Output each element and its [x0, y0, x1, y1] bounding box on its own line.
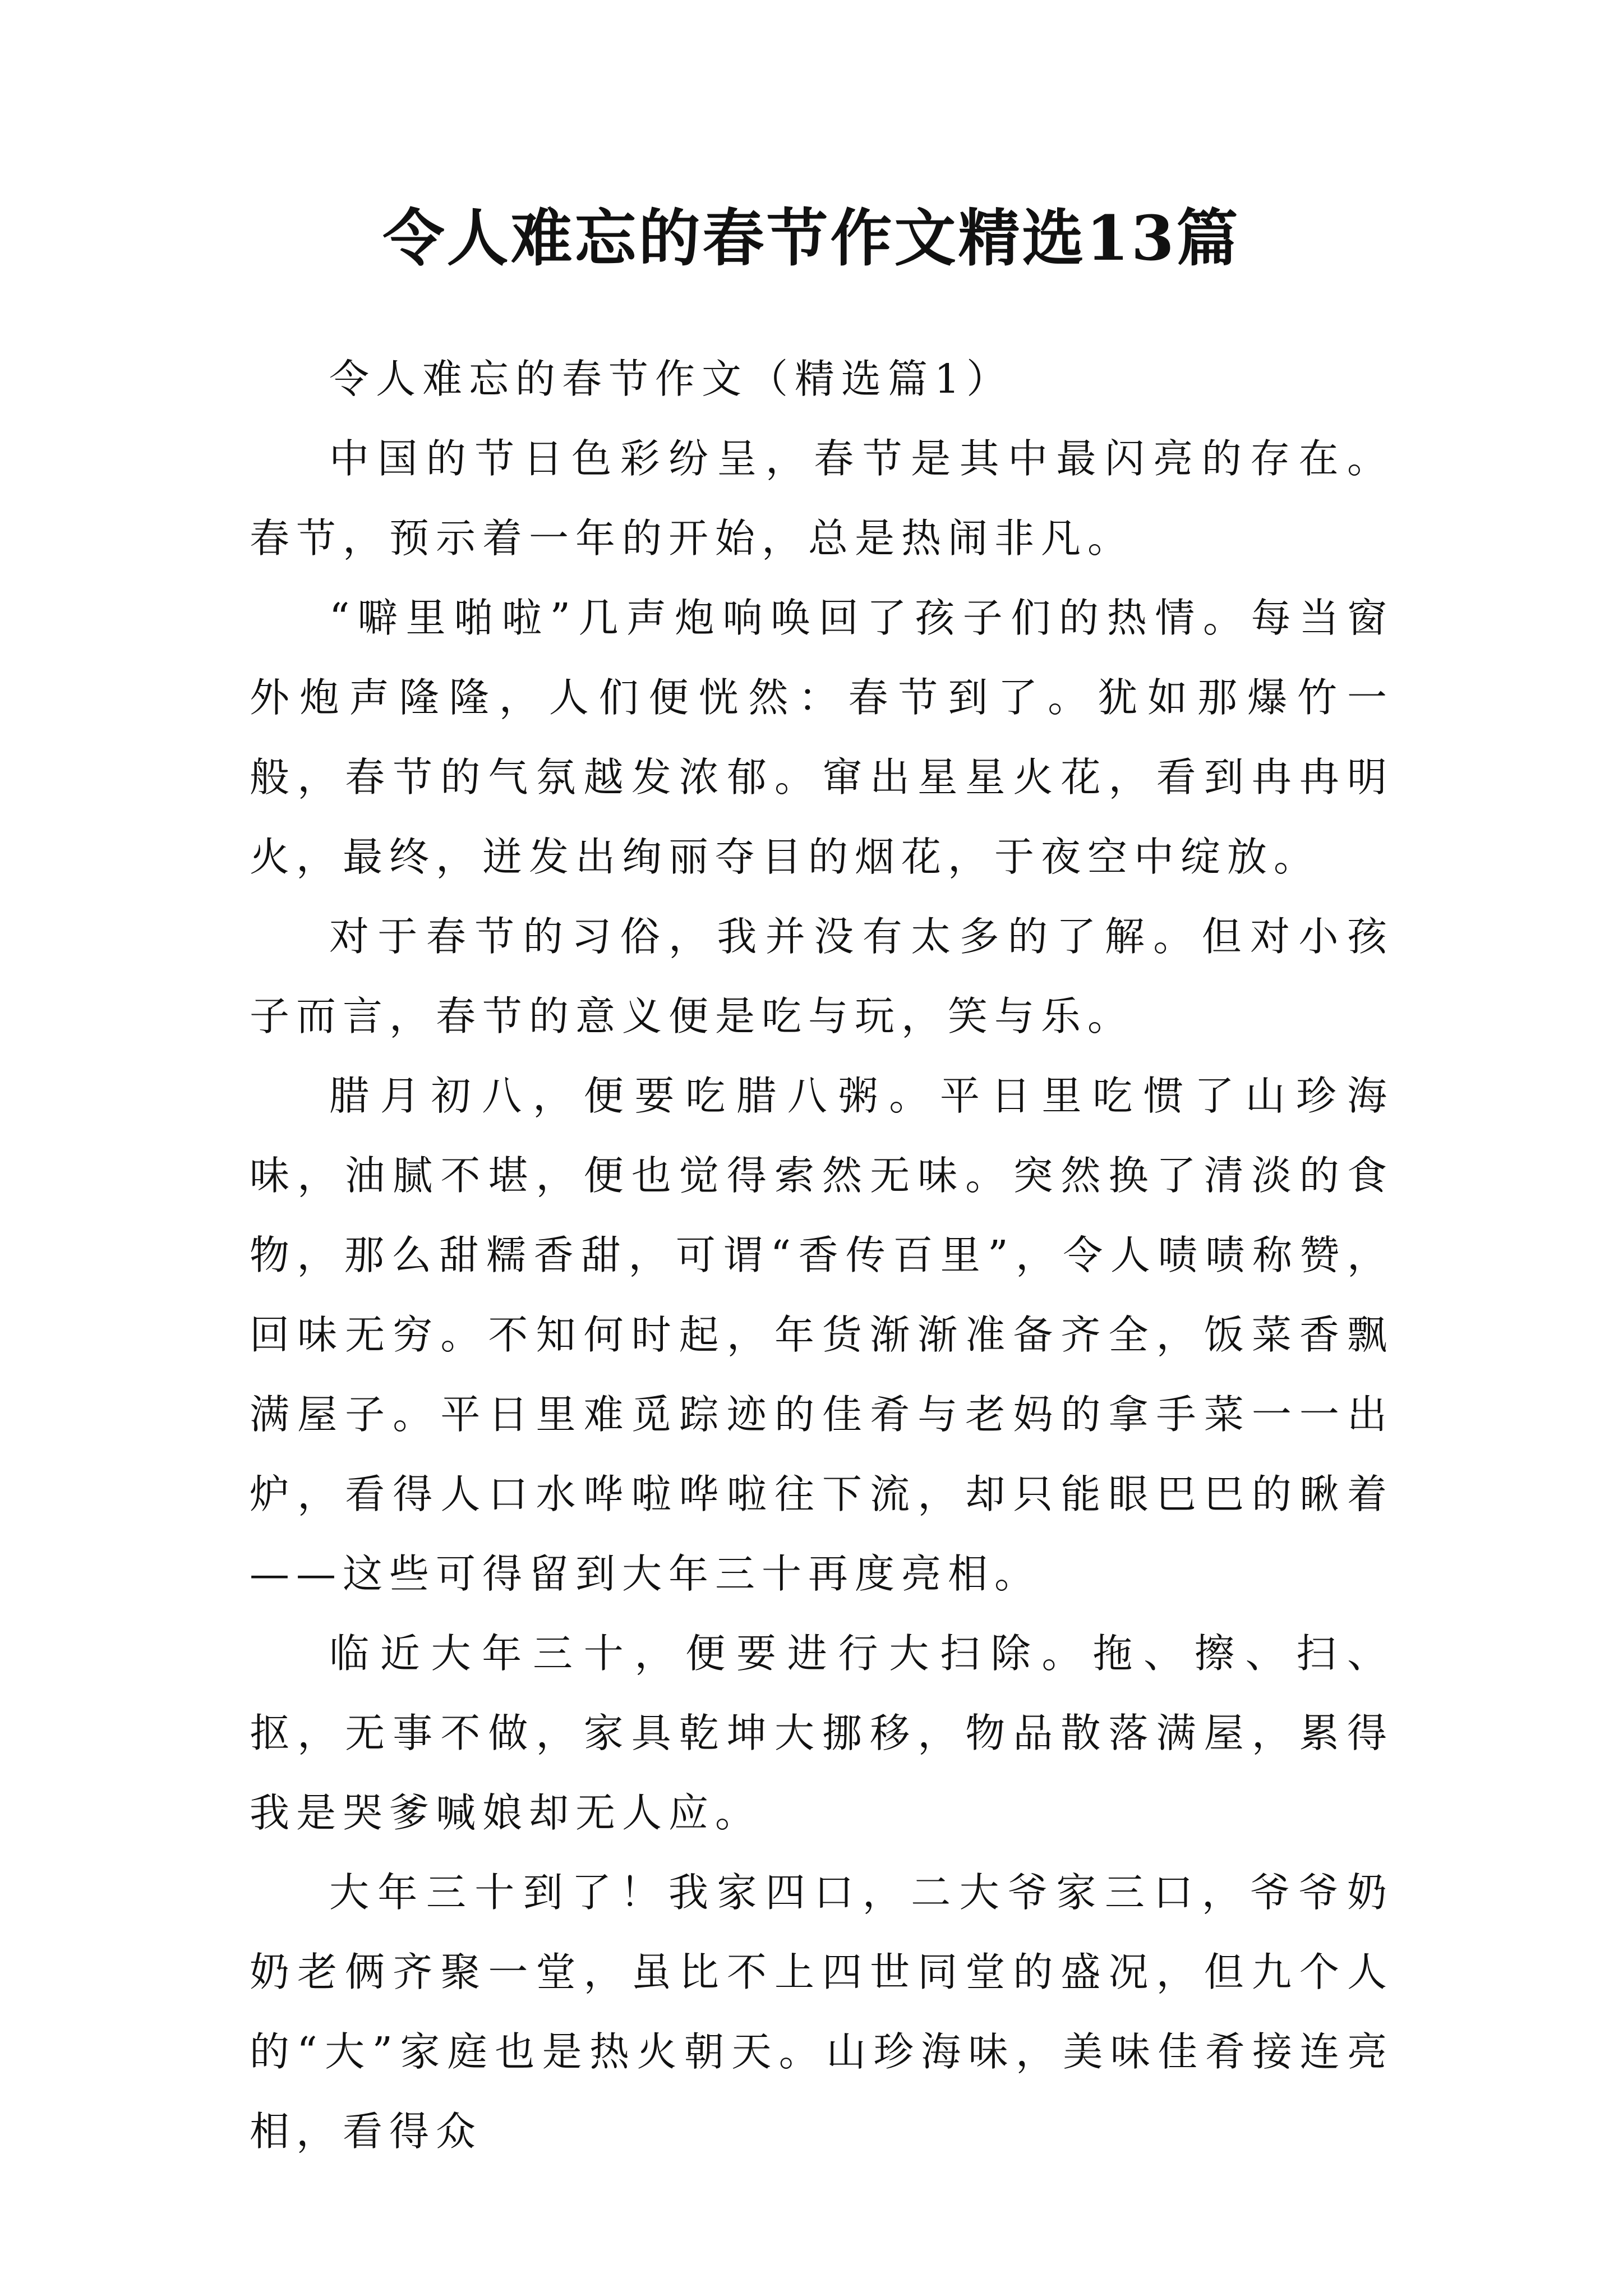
- paragraph: 腊月初八，便要吃腊八粥。平日里吃惯了山珍海味，油腻不堪，便也觉得索然无味。突然换了清淡的食物，那么甜糯香甜，可谓“香传百里”，令人啧啧称赞，回味无穷。不知何时起，年货渐渐准备齐全，饭菜香飘满屋子。平日里难觅踪迹的佳肴与老妈的拿手菜一一出炉，看得人口水哗啦哗啦往下流，却只能眼巴巴的瞅着——这些可得留到大年三十再度亮相。: [250, 1073, 1394, 1597]
- document-title: 令人难忘的春节作文精选13篇: [382, 202, 1241, 274]
- paragraph: 大年三十到了！我家四口，二大爷家三口，爷爷奶奶老俩齐聚一堂，虽比不上四世同堂的盛况，但九个人的“大”家庭也是热火朝天。山珍海味，美味佳肴接连亮相，看得众: [250, 1869, 1394, 2155]
- paragraph: “噼里啪啦”几声炮响唤回了孩子们的热情。每当窗外炮声隆隆，人们便恍然：春节到了。犹如那爆竹一般，春节的气氛越发浓郁。窜出星星火花，看到冉冉明火，最终，迸发出绚丽夺目的烟花，于夜空中绽放。: [250, 595, 1394, 880]
- paragraph: 对于春节的习俗，我并没有太多的了解。但对小孩子而言，春节的意义便是吃与玩，笑与乐。: [250, 913, 1394, 1039]
- document-body: [250, 339, 1394, 2171]
- paragraph: 临近大年三十，便要进行大扫除。拖、擦、扫、抠，无事不做，家具乾坤大挪移，物品散落满屋，累得我是哭爹喊娘却无人应。: [250, 1630, 1394, 1836]
- paragraph: 中国的节日色彩纷呈，春节是其中最闪亮的存在。春节，预示着一年的开始，总是热闹非凡。: [250, 435, 1394, 562]
- section-heading: 令人难忘的春节作文（精选篇1）: [329, 356, 1013, 402]
